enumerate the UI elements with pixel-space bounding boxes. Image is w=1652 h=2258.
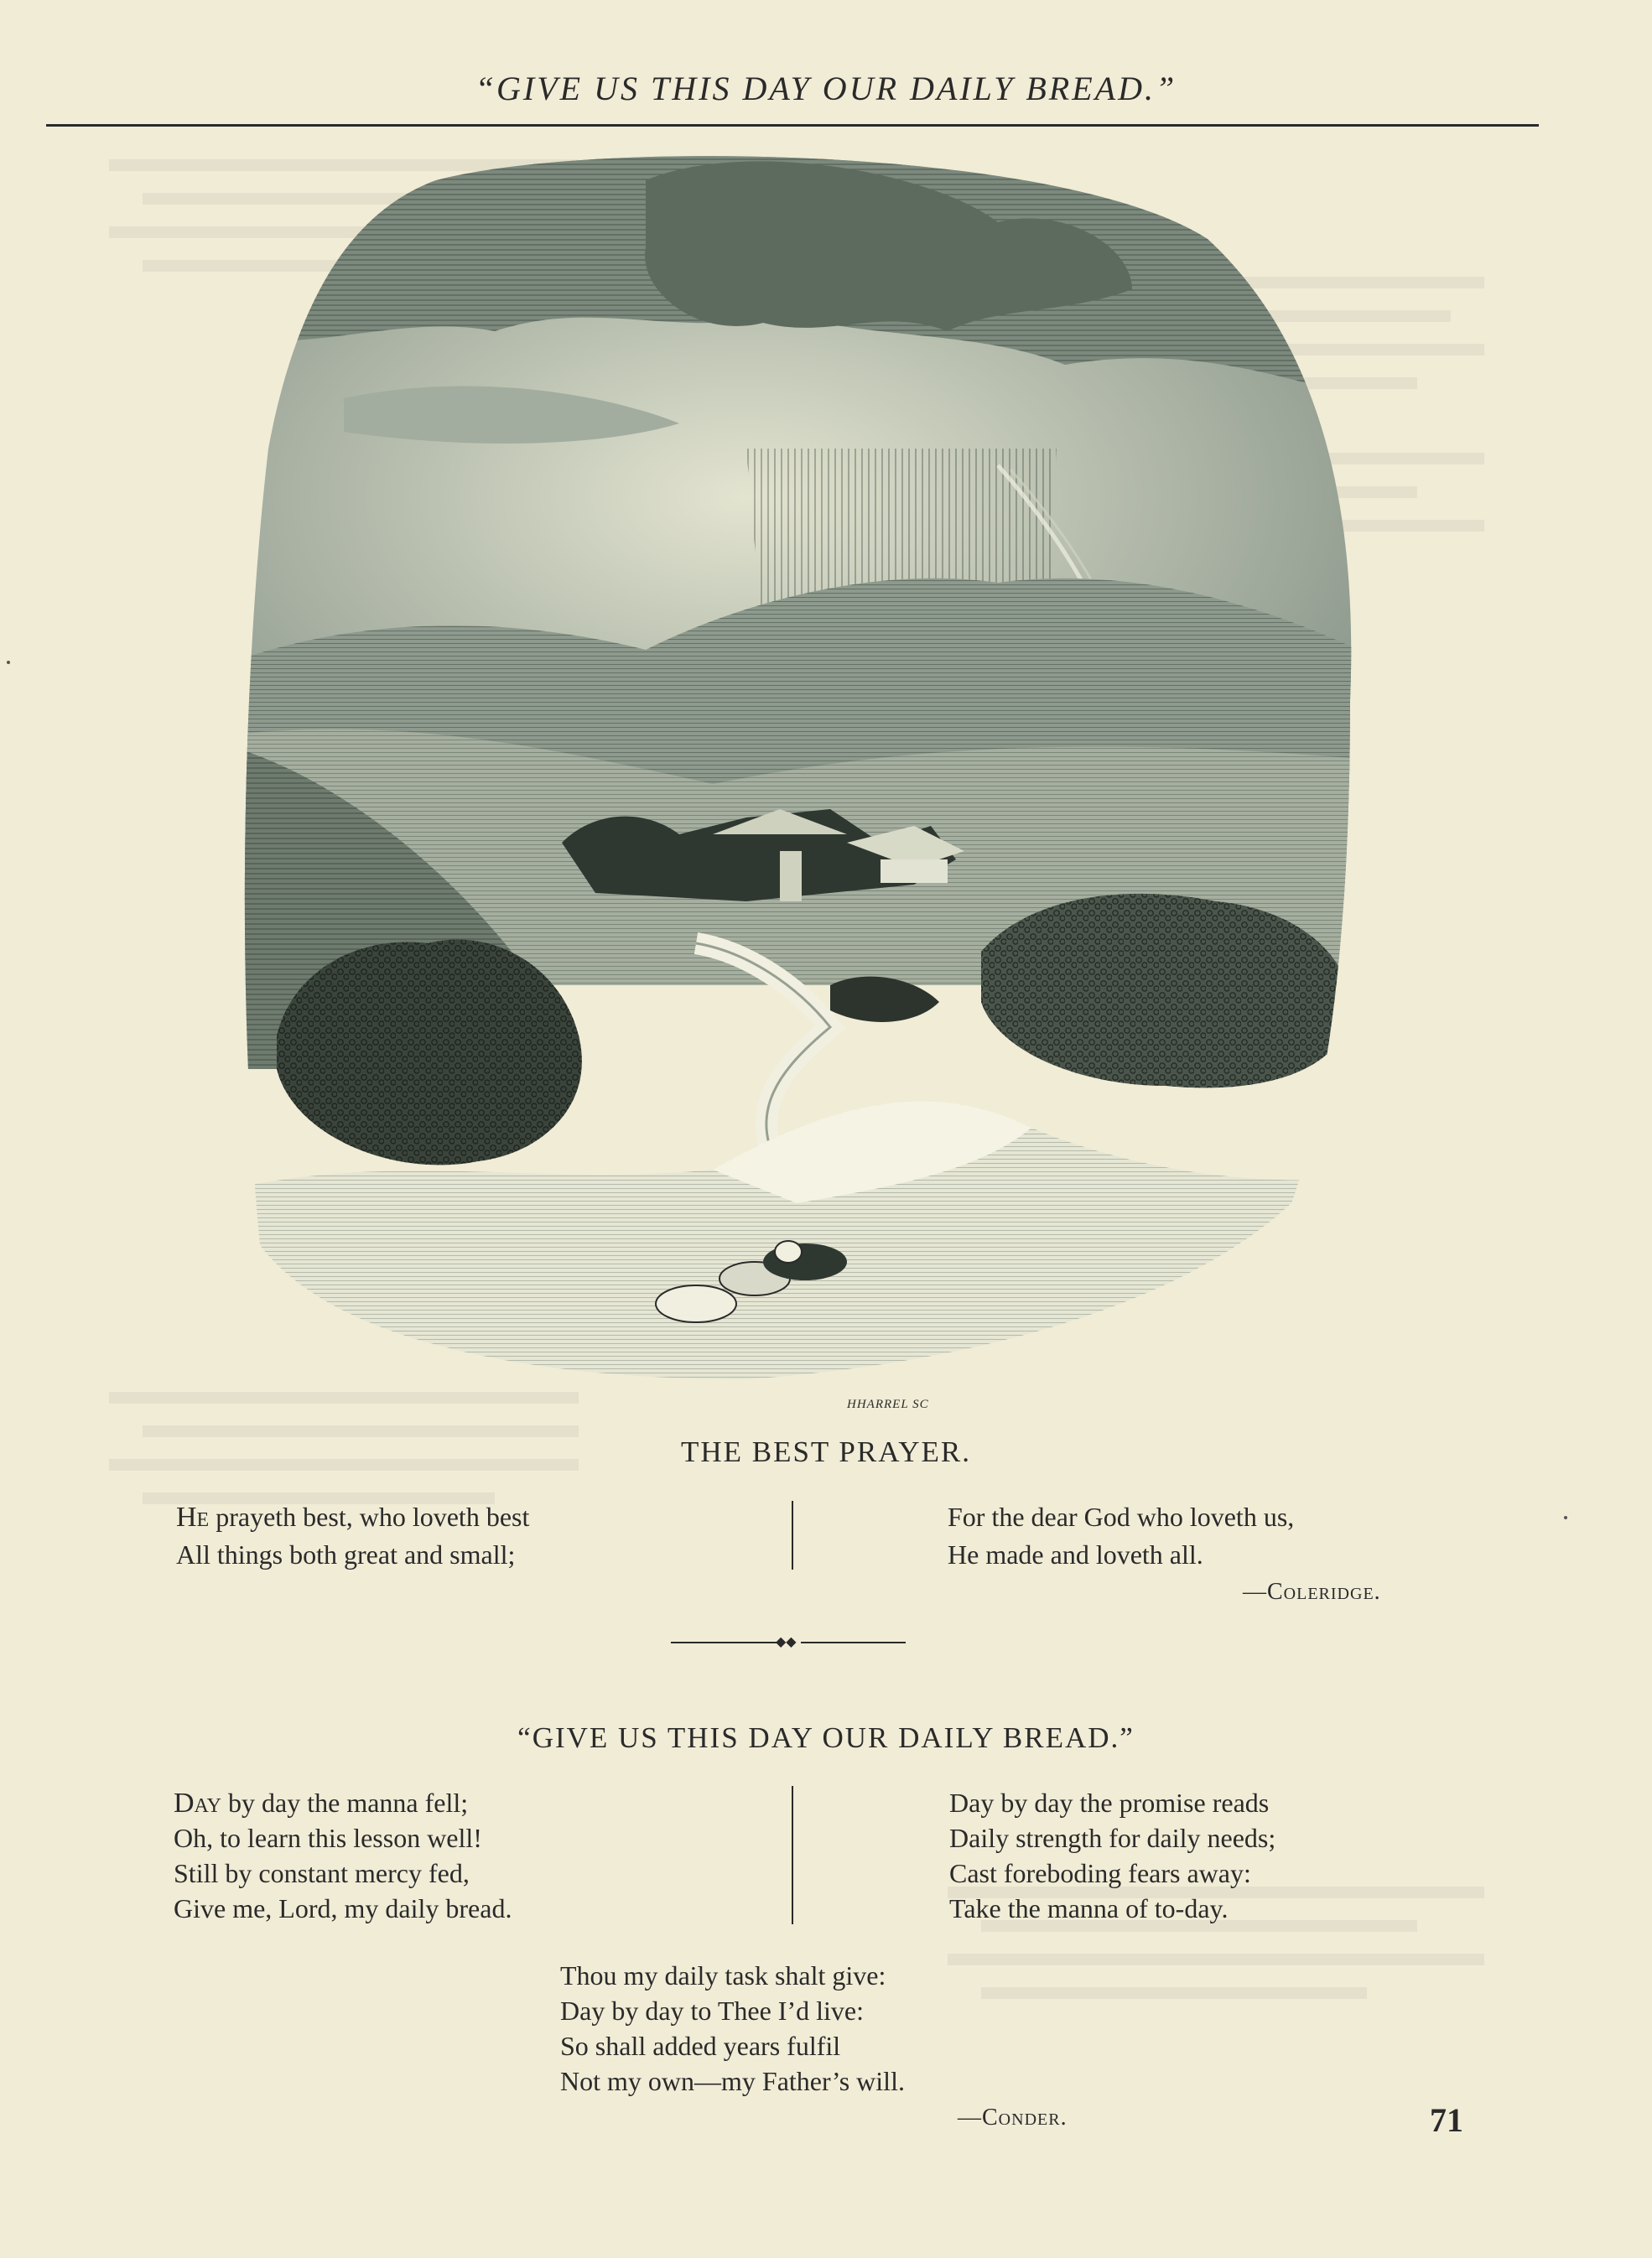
poem-line <box>174 1789 468 1818</box>
paper-speck <box>7 661 10 664</box>
column-divider <box>792 1501 793 1570</box>
poem-line: Oh, to learn this lesson well! <box>174 1823 482 1853</box>
paper-speck <box>1564 1516 1567 1519</box>
poem-line: Give me, Lord, my daily bread. <box>174 1893 512 1923</box>
header-rule <box>46 124 1539 127</box>
poem-line-lead: He <box>176 1502 210 1533</box>
ornament-rule-right <box>801 1642 906 1643</box>
poem-title-daily-bread: “GIVE US THIS DAY OUR DAILY BREAD.” <box>517 1721 1135 1754</box>
poem-line <box>176 1503 529 1532</box>
poem-line: Day by day to Thee I’d live: <box>560 1996 864 2026</box>
poem-line: Daily strength for daily needs; <box>949 1823 1276 1853</box>
poem-line: He made and loveth all. <box>948 1539 1203 1570</box>
poem-line-rest: by day the manna fell; <box>221 1788 469 1818</box>
poem-line: Cast foreboding fears away: <box>949 1858 1251 1888</box>
attribution-coleridge: —Coleridge. <box>1243 1579 1381 1605</box>
ornament-diamonds-icon: ◆◆ <box>776 1635 797 1649</box>
poem-line: So shall added years fulfil <box>560 2031 841 2061</box>
engraver-signature: HHARREL SC <box>847 1398 929 1411</box>
column-divider <box>792 1786 793 1924</box>
running-head: “GIVE US THIS DAY OUR DAILY BREAD.” <box>475 70 1177 107</box>
poem-line-lead: Day <box>174 1788 222 1819</box>
page-number: 71 <box>1430 2101 1463 2139</box>
poem-line: Thou my daily task shalt give: <box>560 1960 886 1991</box>
poem-line: Still by constant mercy fed, <box>174 1858 470 1888</box>
poem-line: For the dear God who loveth us, <box>948 1502 1295 1532</box>
landscape-engraving <box>243 147 1358 1392</box>
poem-line: Take the manna of to-day. <box>949 1893 1229 1923</box>
poem-line: All things both great and small; <box>176 1539 516 1570</box>
poem-title-best-prayer: THE BEST PRAYER. <box>680 1435 972 1468</box>
poem-line: Day by day the promise reads <box>949 1788 1270 1818</box>
ornament-rule-left <box>671 1642 780 1643</box>
attribution-conder: —Conder. <box>958 2105 1068 2131</box>
poem-line-rest: prayeth best, who loveth best <box>209 1502 530 1532</box>
poem-line: Not my own—my Father’s will. <box>560 2066 905 2096</box>
